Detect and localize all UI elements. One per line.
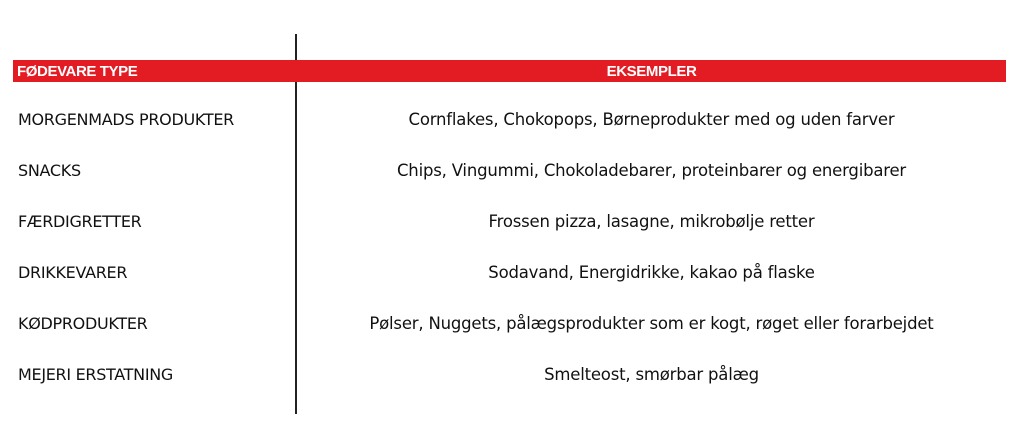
food-type-cell: DRIKKEVARER [18, 263, 128, 282]
table-row [0, 148, 1023, 199]
examples-cell: Sodavand, Energidrikke, kakao på flaske [488, 263, 815, 282]
examples-cell: Smelteost, smørbar pålæg [544, 365, 759, 384]
examples-cell: Cornflakes, Chokopops, Børneprodukter med og uden farver [408, 110, 895, 129]
food-type-cell: FÆRDIGRETTER [18, 212, 142, 231]
food-type-cell: SNACKS [18, 161, 81, 180]
table-row [0, 199, 1023, 250]
table-row [0, 250, 1023, 301]
food-type-cell: MORGENMADS PRODUKTER [18, 110, 234, 129]
examples-cell: Chips, Vingummi, Chokoladebarer, proteinbarer og energibarer [396, 161, 907, 180]
table-body [0, 97, 1023, 403]
examples-cell: Pølser, Nuggets, pålægsprodukter som er kogt, røget eller forarbejdet [369, 314, 934, 333]
header-food-type: FØDEVARE TYPE [17, 63, 138, 80]
table-row [0, 352, 1023, 403]
food-type-cell: MEJERI ERSTATNING [18, 365, 174, 384]
food-type-cell: KØDPRODUKTER [18, 314, 148, 333]
table-row [0, 97, 1023, 148]
header-examples: EKSEMPLER [606, 63, 697, 80]
examples-cell: Frossen pizza, lasagne, mikrobølje retter [488, 212, 815, 231]
table-row [0, 301, 1023, 352]
